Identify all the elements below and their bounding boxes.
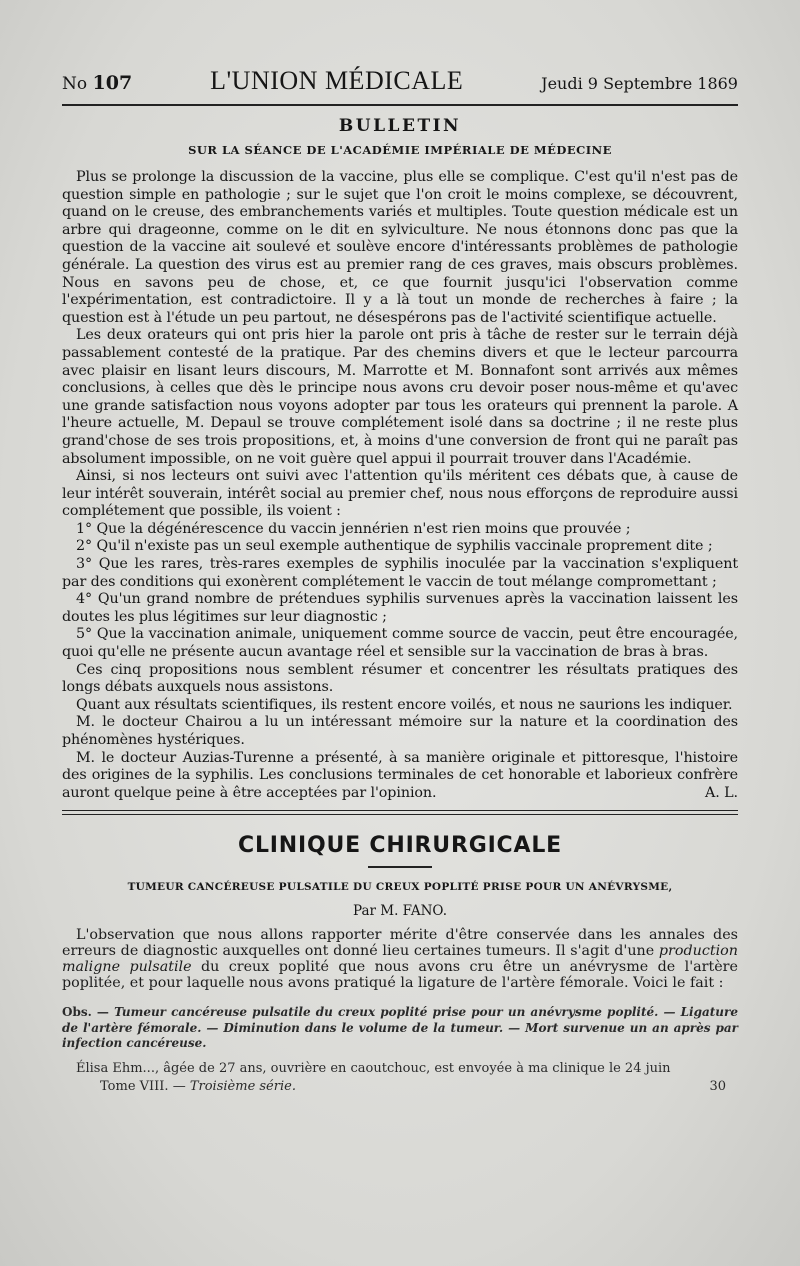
header-rule bbox=[62, 104, 738, 106]
case-paragraph: Élisa Ehm..., âgée de 27 ans, ouvrière en caoutchouc, est envoyée à ma clinique le 24 juin bbox=[76, 1060, 671, 1076]
clinique-body bbox=[62, 927, 738, 991]
bulletin-proposition: 3° Que les rares, très-rares exemples de syphilis inoculée par la vaccination s'expliquent par des conditions qui exonèrent complétement le vaccin de tout mélange compromettant ; bbox=[62, 556, 738, 590]
bulletin-paragraph: Plus se prolonge la discussion de la vaccine, plus elle se complique. C'est qu'il n'est pas de question simple en pathologie ; sur le sujet que l'on croit le moins complexe, se découvrent, quand on le creuse, des embranchements variés et multiples. Toute question médicale est un arbre qui drageonne, comme on le dit en sylviculture. Ne nous étonnons donc pas que la question de la vaccine ait soulevé et soulève encore d'intéressants problèmes de pathologie générale. La question des virus est au premier rang de ces graves, mais obscurs problèmes. Nous en savons peu de chose, et, ce que fournit jusqu'ici l'observation comme l'expérimentation, est contradictoire. Il y a là tout un monde de recherches à faire ; la question est à l'étude un peu partout, ne désespérons pas de l'activité scientifique actuelle. bbox=[62, 169, 738, 326]
issue-number-value: 107 bbox=[92, 72, 133, 94]
issue-number bbox=[62, 72, 132, 94]
intro-italic: production maligne pulsatile bbox=[62, 943, 738, 976]
observation-lead: Obs. — bbox=[62, 1005, 109, 1020]
section-double-rule bbox=[62, 810, 738, 815]
bulletin-paragraph: Ainsi, si nos lecteurs ont suivi avec l'attention qu'ils méritent ces débats que, à cause de leur intérêt souverain, intérêt social au premier chef, nous nous efforçons de reproduire aussi complétement que possible, ils voient : bbox=[62, 468, 738, 520]
clinique-title: CLINIQUE CHIRURGICALE bbox=[238, 833, 562, 859]
bulletin-paragraph: M. le docteur Chairou a lu un intéressant mémoire sur la nature et la coordination des phénomènes hystériques. bbox=[62, 714, 738, 748]
bulletin-proposition: 1° Que la dégénérescence du vaccin jennérien n'est rien moins que prouvée ; bbox=[76, 520, 631, 537]
page-content bbox=[62, 66, 738, 1094]
intro-text-b: du creux poplité que nous avons cru être un anévrysme de l'artère poplitée, et pour laquelle nous avons pratiqué la ligature de l'artère fémorale. Voici le fait : bbox=[62, 959, 738, 992]
page-header bbox=[62, 66, 738, 96]
page-number: 30 bbox=[709, 1078, 726, 1094]
observation-summary bbox=[62, 1005, 738, 1052]
bulletin-proposition: 5° Que la vaccination animale, uniquement comme source de vaccin, peut être encouragée, quoi qu'elle ne présente aucun avantage réel et sensible sur la vaccination de bras à bras. bbox=[62, 626, 738, 661]
bulletin-paragraph: Les deux orateurs qui ont pris hier la parole ont pris à tâche de rester sur le terrain déjà passablement contesté de la pratique. Par des chemins divers et que le lecteur parcourra avec plaisir en lisant leurs discours, M. Marrotte et M. Bonnafont sont arrivés aux mêmes conclusions, à celles que dès le principe nous avons cru devoir poser nous-même et qu'avec une grande satisfaction nous voyons adopter par tous les orateurs qui prennent la parole. A l'heure actuelle, M. Depaul se trouve complétement isolé dans sa doctrine ; il ne reste plus grand'chose de ses trois propositions, et, à moins d'une conversion de front qui ne paraît pas absolument impossible, on ne voit guère quel appui il pourrait trouver dans l'Académie. bbox=[62, 327, 738, 467]
observation-text: Tumeur cancéreuse pulsatile du creux poplité prise pour un anévrysme poplité. — Ligature de l'artère fémorale. — Diminution dans le volume de la tumeur. — Mort survenue un an après par infection cancéreuse. bbox=[62, 1005, 738, 1051]
bulletin-proposition: 4° Qu'un grand nombre de prétendues syphilis survenues après la vaccination laissent les doutes les plus légitimes sur leur diagnostic ; bbox=[62, 591, 738, 625]
bulletin-proposition: 2° Qu'il n'existe pas un seul exemple authentique de syphilis vaccinale proprement dite ; bbox=[76, 538, 713, 555]
serie-label: Troisième série. bbox=[189, 1078, 296, 1094]
bulletin-paragraph: Ces cinq propositions nous semblent résumer et concentrer les résultats pratiques des longs débats auxquels nous assistons. bbox=[62, 661, 738, 696]
bulletin-last-text: M. le docteur Auzias-Turenne a présenté, à sa manière originale et pittoresque, l'histoire des origines de la syphilis. Les conclusions terminales de cet honorable et laborieux confrère auront quelque peine à être acceptées par l'opinion. bbox=[62, 749, 738, 801]
clinique-title-rule bbox=[368, 866, 432, 868]
clinique-author: Par M. FANO. bbox=[353, 903, 447, 920]
intro-text-a: L'observation que nous allons rapporter mérite d'être conservée dans les annales des erreurs de diagnostic auxquelles ont donné lieu certaines tumeurs. Il s'agit d'une bbox=[62, 927, 738, 960]
issue-number-prefix: No bbox=[62, 74, 88, 94]
bulletin-paragraph: Quant aux résultats scientifiques, ils restent encore voilés, et nous ne saurions les indiquer. bbox=[76, 696, 733, 713]
bulletin-body bbox=[62, 169, 738, 802]
bulletin-last-paragraph bbox=[62, 750, 738, 803]
tome-label: Tome VIII. — bbox=[100, 1078, 186, 1094]
journal-title: L'UNION MÉDICALE bbox=[210, 66, 464, 95]
clinique-intro bbox=[62, 927, 738, 991]
footer-tome bbox=[100, 1079, 296, 1094]
bulletin-title: BULLETIN bbox=[338, 116, 462, 136]
author-signature: A. L. bbox=[705, 784, 738, 801]
page-footer bbox=[62, 1079, 738, 1094]
clinique-subtitle: TUMEUR CANCÉREUSE PULSATILE DU CREUX POPLITÉ PRISE POUR UN ANÉVRYSME, bbox=[127, 881, 673, 894]
issue-date: Jeudi 9 Septembre 1869 bbox=[541, 74, 738, 93]
bulletin-subtitle: SUR LA SÉANCE DE L'ACADÉMIE IMPÉRIALE DE MÉDECINE bbox=[188, 143, 612, 157]
